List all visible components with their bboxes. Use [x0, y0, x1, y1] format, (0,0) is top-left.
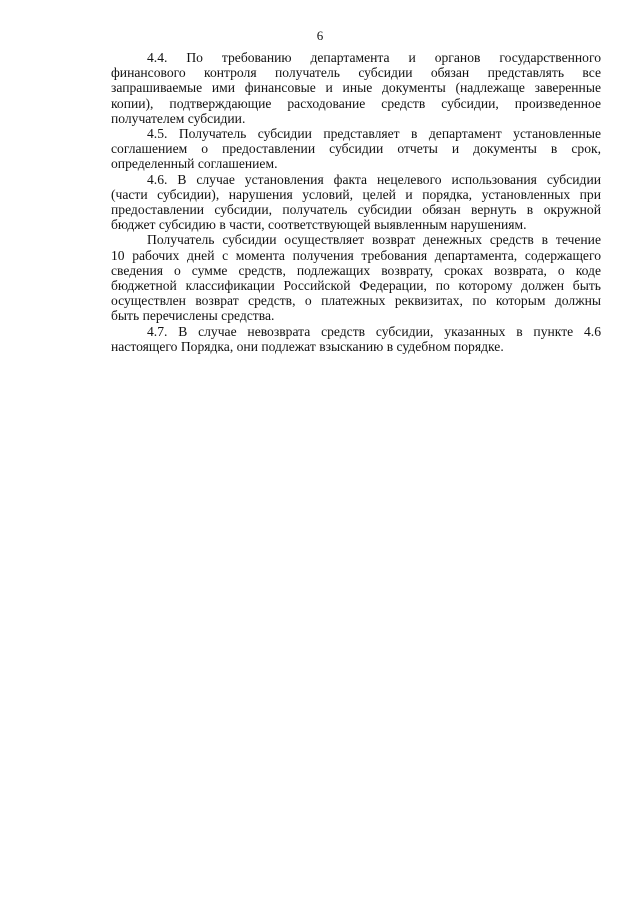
text-line: 4.4. По требованию департамента и органов государственного	[147, 50, 601, 65]
text-line: копии), подтверждающие расходование средств субсидии, произведенное	[111, 95, 601, 111]
text-line: бюджет субсидию в части, соответствующей выявленным нарушениям.	[111, 217, 527, 233]
text-line: запрашиваемые ими финансовые и иные документы (надлежаще заверенные	[111, 80, 601, 96]
paragraph	[111, 172, 601, 233]
text-line: получателем субсидии.	[111, 110, 246, 126]
text-line: 4.7. В случае невозврата средств субсидии, указанных в пункте 4.6	[147, 323, 601, 339]
text-line: сведения о сумме средств, подлежащих возврату, сроках возврата, о коде	[111, 262, 601, 278]
paragraph	[111, 50, 601, 126]
page-number: 6	[316, 28, 324, 43]
text-line: 4.5. Получатель субсидии представляет в департамент установленные	[147, 126, 601, 142]
paragraph	[111, 126, 601, 172]
text-line: настоящего Порядка, они подлежат взысканию в судебном порядке.	[111, 338, 504, 354]
paragraph	[111, 232, 601, 323]
text-line: предоставлении субсидии, получатель субсидии обязан вернуть в окружной	[111, 202, 601, 218]
paragraph	[111, 324, 601, 354]
text-line: осуществлен возврат средств, о платежных реквизитах, по которым должны	[111, 293, 601, 309]
text-line: бюджетной классификации Российской Федерации, по которому должен быть	[111, 278, 601, 294]
text-line: определенный соглашением.	[111, 156, 278, 172]
text-line: (части субсидии), нарушения условий, целей и порядка, установленных при	[111, 186, 601, 202]
text-line: 4.6. В случае установления факта нецелевого использования субсидии	[147, 171, 601, 187]
text-line: быть перечислены средства.	[111, 308, 275, 324]
text-line: финансового контроля получатель субсидии обязан представлять все	[111, 65, 601, 81]
document-body	[111, 50, 601, 354]
text-line: Получатель субсидии осуществляет возврат денежных средств в течение	[147, 232, 601, 248]
text-line: соглашением о предоставлении субсидии отчеты и документы в срок,	[111, 141, 601, 157]
text-line: 10 рабочих дней с момента получения требования департамента, содержащего	[111, 247, 601, 263]
